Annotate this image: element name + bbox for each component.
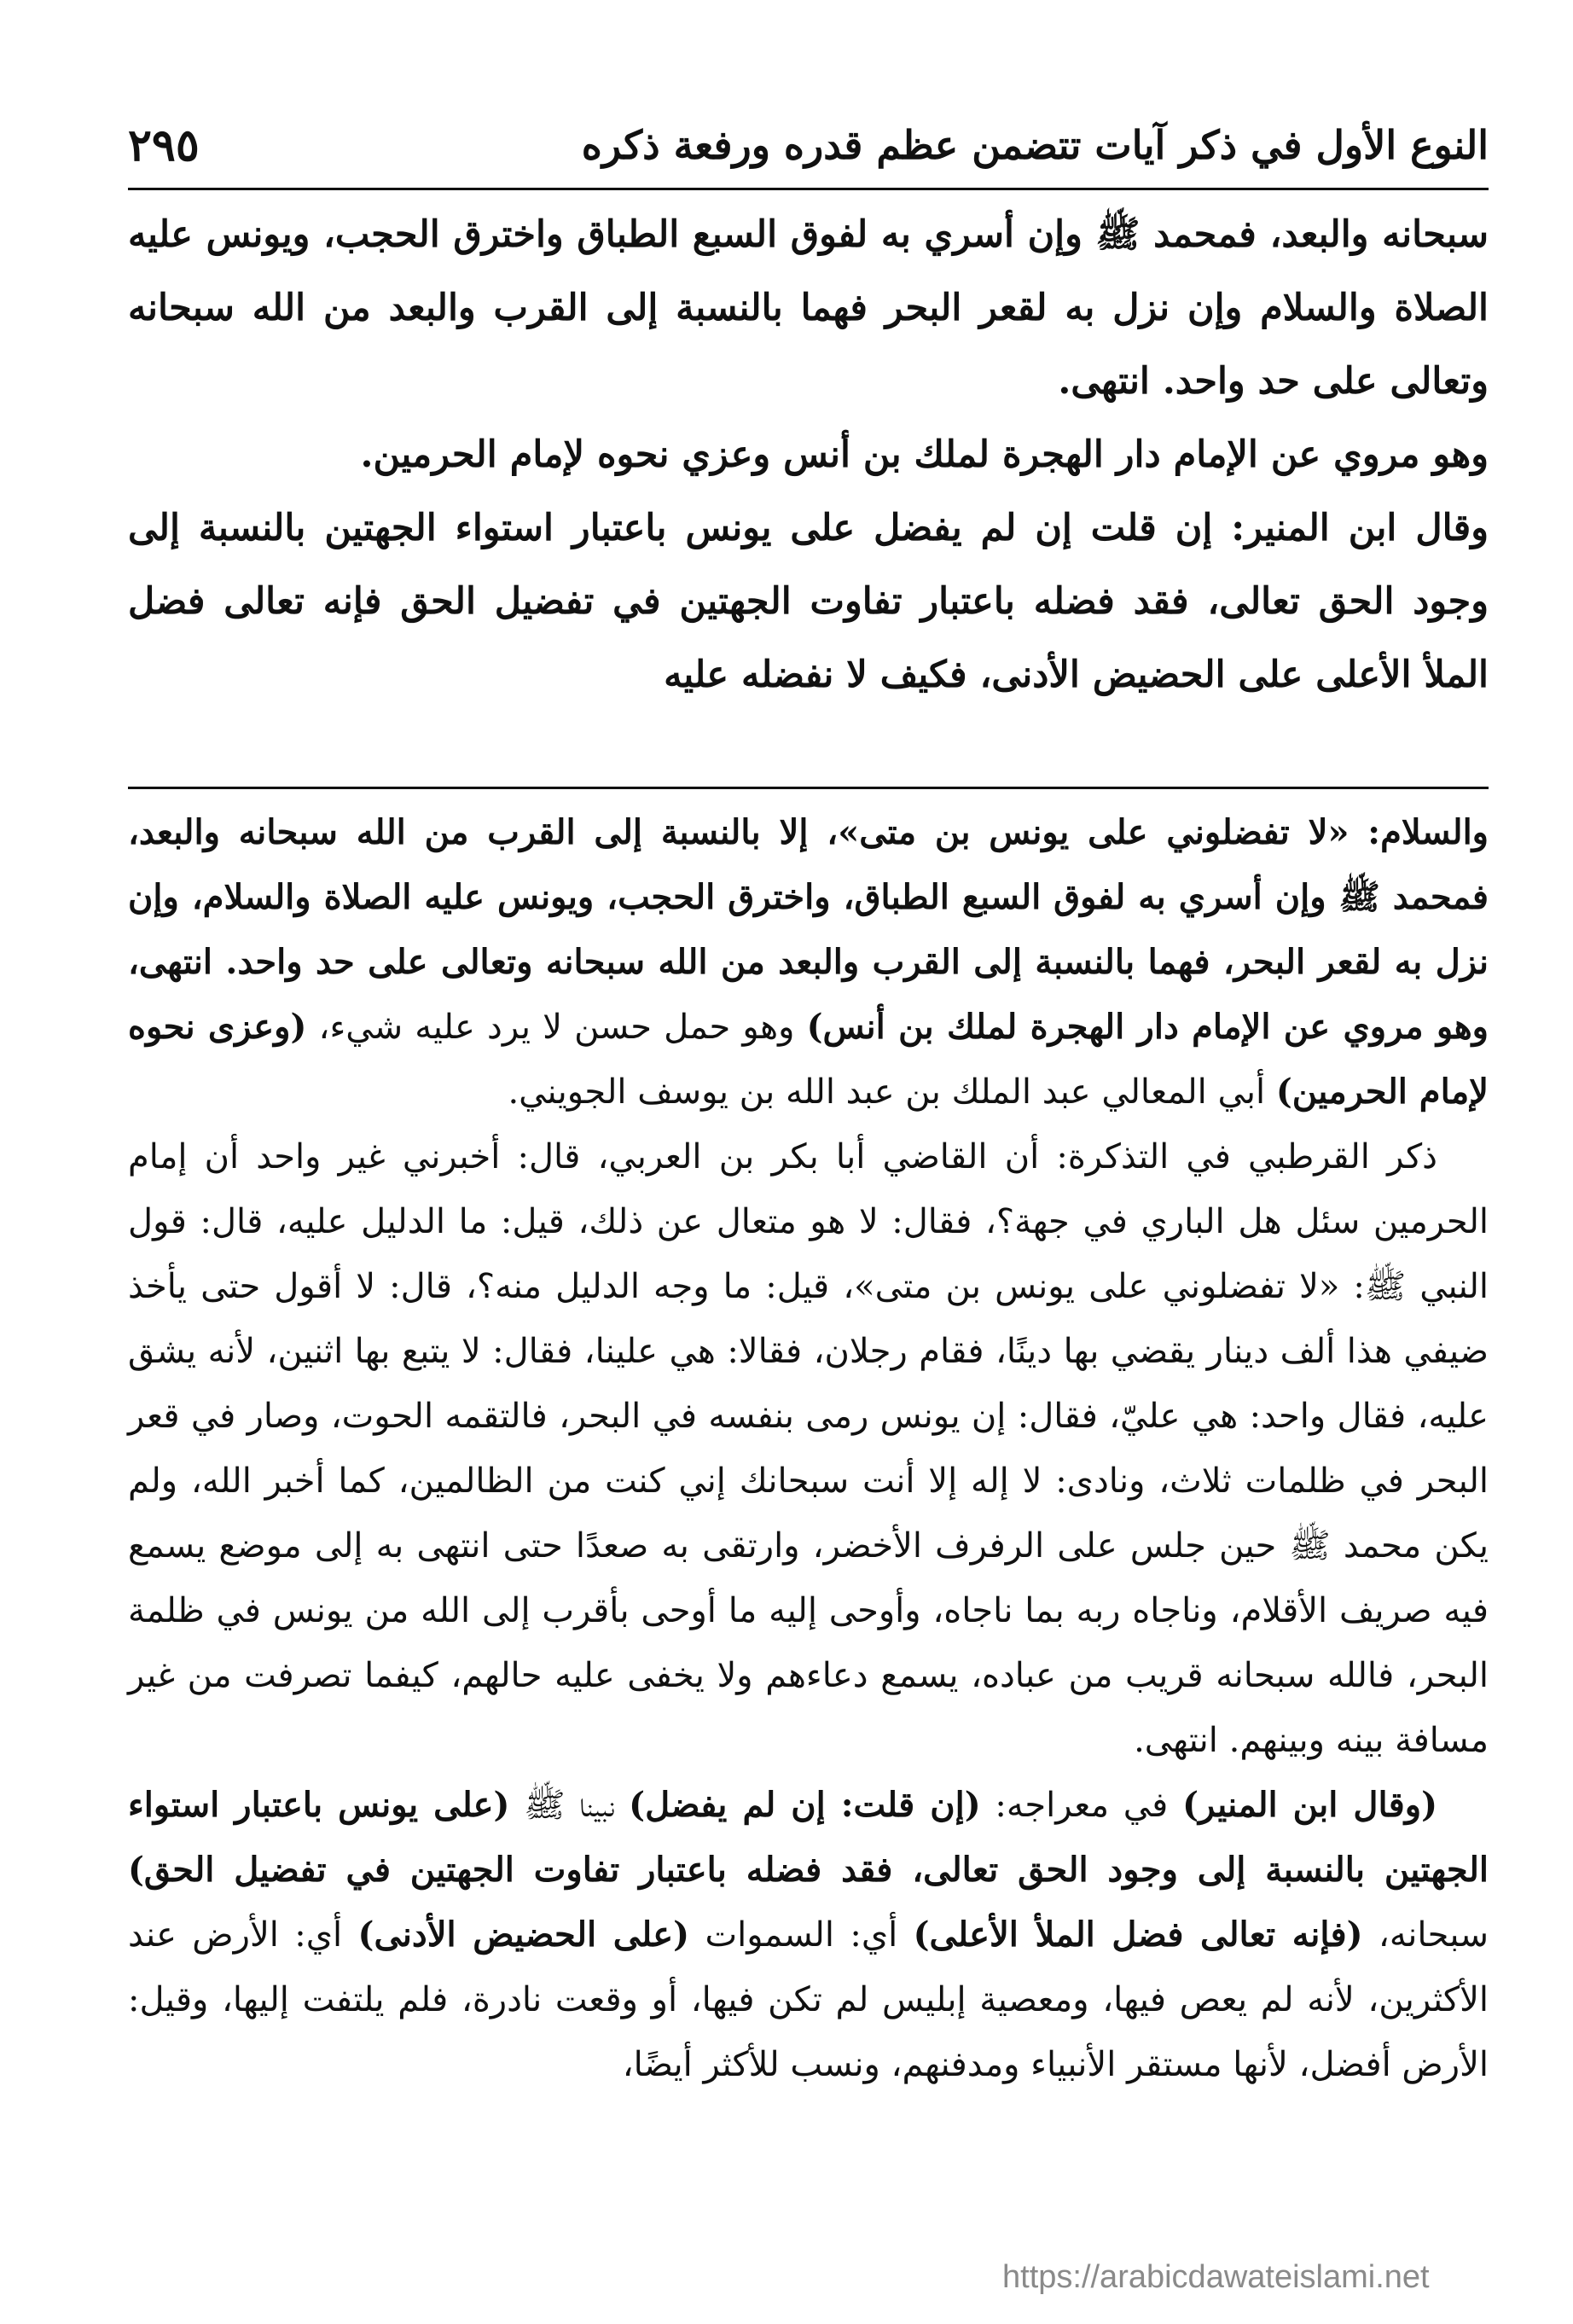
commentary-span: نبينا ﷺ: [509, 1786, 630, 1825]
commentary-paragraph: ذكر القرطبي في التذكرة: أن القاضي أبا بكر بن العربي، قال: أخبرني غير واحد أن إمام الحرمين سئل هل الباري في جهة؟، فقال: لا هو متعال عن ذلك، قيل: ما الدليل عليه، قال: قول النبي ﷺ: «لا تفضلوني على يونس بن متى»، قيل: ما وجه الدليل منه؟، قال: لا أقول حتى يأخذ ضيفي هذا ألف دينار يقضي بها دينًا، فقام رجلان، فقالا: هي علينا، فقال: لا يتبع بها اثنين، لأنه يشق عليه، فقال واحد: هي عليّ، فقال: إن يونس رمى بنفسه في البحر، فالتقمه الحوت، وصار في قعر البحر في ظلمات ثلاث، ونادى: لا إله إلا أنت سبحانك إني كنت من الظالمين، كما أخبر الله، ولم يكن محمد ﷺ حين جلس على الرفرف الأخضر، وارتقى به صعدًا حتى انتهى به إلى موضع يسمع فيه صريف الأقلام، وناجاه ربه بما ناجاه، وأوحى إليه ما أوحى بأقرب إلى الله من يونس في ظلمة البحر، فالله سبحانه قريب من عباده، يسمع دعاءهم ولا يخفى عليه حالهم، كيفما تصرفت من غير مسافة بينه وبينهم. انتهى.: [128, 1137, 1489, 1760]
header-rule: [128, 188, 1489, 190]
main-paragraph: سبحانه والبعد، فمحمد ﷺ وإن أسري به لفوق السبع الطباق واخترق الحجب، ويونس عليه الصلاة والسلام وإن نزل به لقعر البحر فهما بالنسبة إلى القرب والبعد من الله سبحانه وتعالى على حد واحد. انتهى.: [128, 213, 1489, 403]
commentary-paragraph: [128, 800, 1489, 1124]
quoted-text: (وقال ابن المنير): [1182, 1785, 1437, 1825]
quoted-text: (وعزى نحوه لإمام الحرمين): [128, 1007, 1489, 1112]
commentary-span: أبي المعالي عبد الملك بن عبد الله بن يوسف الجويني.: [508, 1072, 1276, 1112]
quoted-text: (فإنه تعالى فضل الملأ الأعلى): [913, 1914, 1363, 1955]
page-number: ٢٩٥: [128, 119, 200, 171]
header-title: النوع الأول في ذكر آيات تتضمن عظم قدره ورفعة ذكره: [581, 122, 1489, 168]
commentary-span: وهو حمل حسن لا يرد عليه شيء،: [306, 1008, 807, 1047]
main-text: [128, 198, 1489, 712]
commentary-span: أي: السموات: [689, 1915, 914, 1955]
quoted-text: (إن قلت: إن لم يفضل): [629, 1785, 981, 1825]
quoted-text: (على الحضيض الأدنى): [357, 1914, 690, 1955]
commentary-span: أي: الأرض عند الأكثرين، لأنه لم يعص فيها، ومعصية إبليس لم تكن فيها، أو وقعت نادرة، فلم يلتفت إليها، وقيل: الأرض أفضل، لأنها مستقر الأنبياء ومدفنهم، ونسب للأكثر أيضًا،: [128, 1915, 1489, 2084]
commentary-text: [128, 800, 1489, 2097]
commentary-span: في معراجه:: [980, 1786, 1183, 1825]
commentary-divider: [128, 787, 1489, 789]
main-paragraph: وهو مروي عن الإمام دار الهجرة لملك بن أنس وعزي نحوه لإمام الحرمين.: [360, 433, 1489, 476]
commentary-span: سبحانه،: [1362, 1915, 1489, 1955]
main-paragraph: وقال ابن المنير: إن قلت إن لم يفضل على يونس باعتبار استواء الجهتين بالنسبة إلى وجود الحق تعالى، فقد فضله باعتبار تفاوت الجهتين في تفضيل الحق فإنه تعالى فضل الملأ الأعلى على الحضيض الأدنى، فكيف لا نفضله عليه: [128, 507, 1489, 696]
watermark-url: https://arabicdawateislami.net: [1002, 2259, 1430, 2295]
running-header: [128, 111, 1489, 179]
commentary-paragraph: [128, 1773, 1489, 2097]
quoted-text: والسلام: «لا تفضلوني على يونس بن متى»، إلا بالنسبة إلى القرب من الله سبحانه والبعد، فمحمد ﷺ وإن أسري به لفوق السبع الطباق، واخترق الحجب، ويونس عليه الصلاة والسلام، وإن نزل به لقعر البحر، فهما بالنسبة إلى القرب والبعد من الله سبحانه وتعالى على حد واحد. انتهى، وهو مروي عن الإمام دار الهجرة لملك بن أنس): [128, 812, 1489, 1047]
quoted-text: (على يونس باعتبار استواء الجهتين بالنسبة إلى وجود الحق تعالى، فقد فضله باعتبار تفاوت الجهتين في تفضيل الحق): [128, 1785, 1489, 1890]
